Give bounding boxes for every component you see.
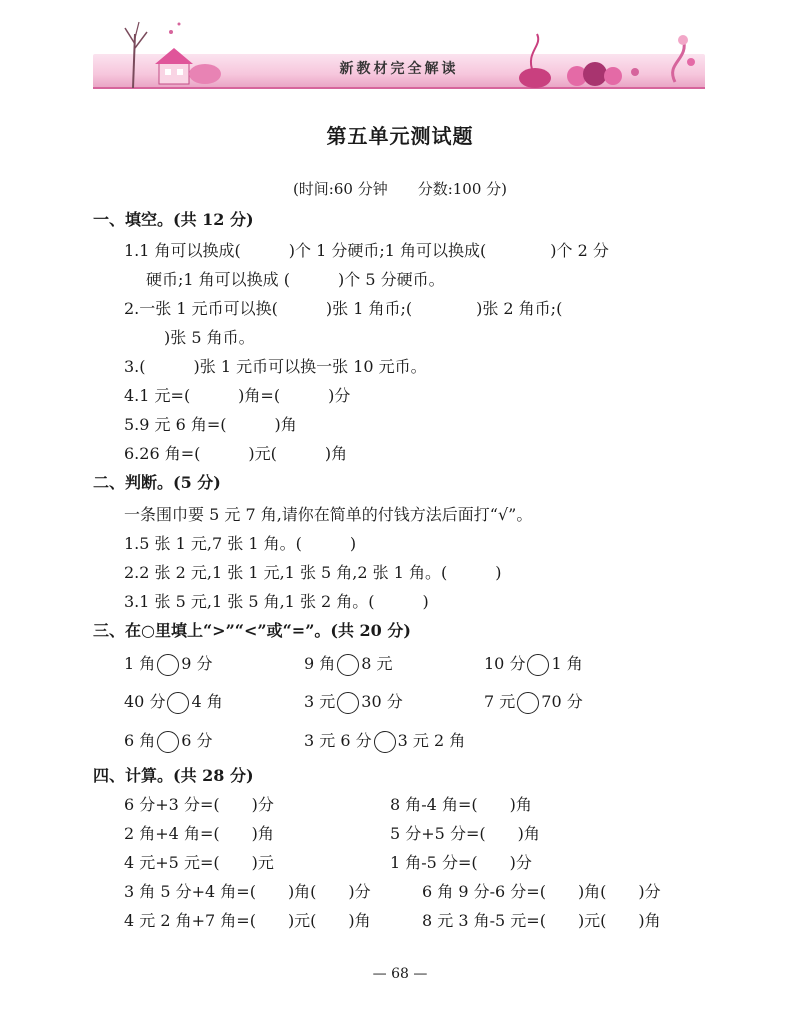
compare-item <box>484 691 583 714</box>
compare-item <box>484 653 583 676</box>
compare-left: 1 角 <box>124 654 156 673</box>
compare-right: 8 元 <box>361 654 393 673</box>
compare-circle[interactable] <box>337 692 359 714</box>
section-2-heading: 二、判断。(5 分) <box>93 473 221 492</box>
calc-item: 8 角-4 角=( )角 <box>390 795 532 814</box>
calc-item: 6 分+3 分=( )分 <box>124 795 274 814</box>
page-title: 第五单元测试题 <box>326 124 474 148</box>
compare-left: 40 分 <box>124 692 166 711</box>
section-4-heading: 四、计算。(共 28 分) <box>93 766 254 785</box>
compare-item <box>304 691 403 714</box>
q3-line: 3.( )张 1 元币可以换一张 10 元币。 <box>124 357 427 376</box>
header-banner <box>93 14 705 88</box>
compare-circle[interactable] <box>517 692 539 714</box>
calc-item: 8 元 3 角-5 元=( )元( )角 <box>422 911 661 930</box>
judge-line-2: 2.2 张 2 元,1 张 1 元,1 张 5 角,2 张 1 角。( ) <box>124 563 502 582</box>
q1-line-a: 1.1 角可以换成( )个 1 分硬币;1 角可以换成( )个 2 分 <box>124 241 609 260</box>
compare-item <box>124 653 213 676</box>
compare-circle[interactable] <box>374 731 396 753</box>
q4-line: 4.1 元=( )角=( )分 <box>124 386 351 405</box>
compare-left: 6 角 <box>124 731 156 750</box>
banner-title: 新教材完全解读 <box>339 61 459 77</box>
compare-item <box>304 653 393 676</box>
section-1-heading: 一、填空。(共 12 分) <box>93 210 254 229</box>
compare-left: 3 元 6 分 <box>304 731 372 750</box>
compare-right: 6 分 <box>181 731 213 750</box>
test-info: (时间:60 分钟 分数:100 分) <box>292 180 508 198</box>
compare-item <box>124 691 223 714</box>
calc-item: 5 分+5 分=( )角 <box>390 824 540 843</box>
calc-item: 2 角+4 角=( )角 <box>124 824 274 843</box>
compare-left: 7 元 <box>484 692 516 711</box>
compare-circle[interactable] <box>167 692 189 714</box>
compare-item <box>304 730 465 753</box>
section-3-heading: 三、在○里填上“>”“<”或“=”。(共 20 分) <box>93 621 411 640</box>
page-number: — 68 — <box>372 966 428 982</box>
q1-line-b: 硬币;1 角可以换成 ( )个 5 分硬币。 <box>146 270 445 289</box>
judge-intro: 一条围巾要 5 元 7 角,请你在简单的付钱方法后面打“√”。 <box>124 505 533 524</box>
judge-line-3: 3.1 张 5 元,1 张 5 角,1 张 2 角。( ) <box>124 592 429 611</box>
compare-left: 3 元 <box>304 692 336 711</box>
compare-right: 1 角 <box>551 654 583 673</box>
compare-right: 70 分 <box>541 692 583 711</box>
compare-right: 30 分 <box>361 692 403 711</box>
calc-item: 4 元+5 元=( )元 <box>124 853 274 872</box>
compare-right: 4 角 <box>191 692 223 711</box>
compare-circle[interactable] <box>337 654 359 676</box>
compare-left: 9 角 <box>304 654 336 673</box>
calc-item: 4 元 2 角+7 角=( )元( )角 <box>124 911 371 930</box>
compare-circle[interactable] <box>157 731 179 753</box>
compare-left: 10 分 <box>484 654 526 673</box>
q2-line-b: )张 5 角币。 <box>164 328 255 347</box>
compare-right: 9 分 <box>181 654 213 673</box>
calc-item: 1 角-5 分=( )分 <box>390 853 532 872</box>
calc-item: 3 角 5 分+4 角=( )角( )分 <box>124 882 371 901</box>
calc-item: 6 角 9 分-6 分=( )角( )分 <box>422 882 661 901</box>
judge-line-1: 1.5 张 1 元,7 张 1 角。( ) <box>124 534 357 553</box>
q5-line: 5.9 元 6 角=( )角 <box>124 415 297 434</box>
q6-line: 6.26 角=( )元( )角 <box>124 444 348 463</box>
compare-circle[interactable] <box>157 654 179 676</box>
compare-right: 3 元 2 角 <box>397 731 466 750</box>
compare-circle[interactable] <box>527 654 549 676</box>
q2-line-a: 2.一张 1 元币可以换( )张 1 角币;( )张 2 角币;( <box>124 299 563 318</box>
compare-item <box>124 730 213 753</box>
